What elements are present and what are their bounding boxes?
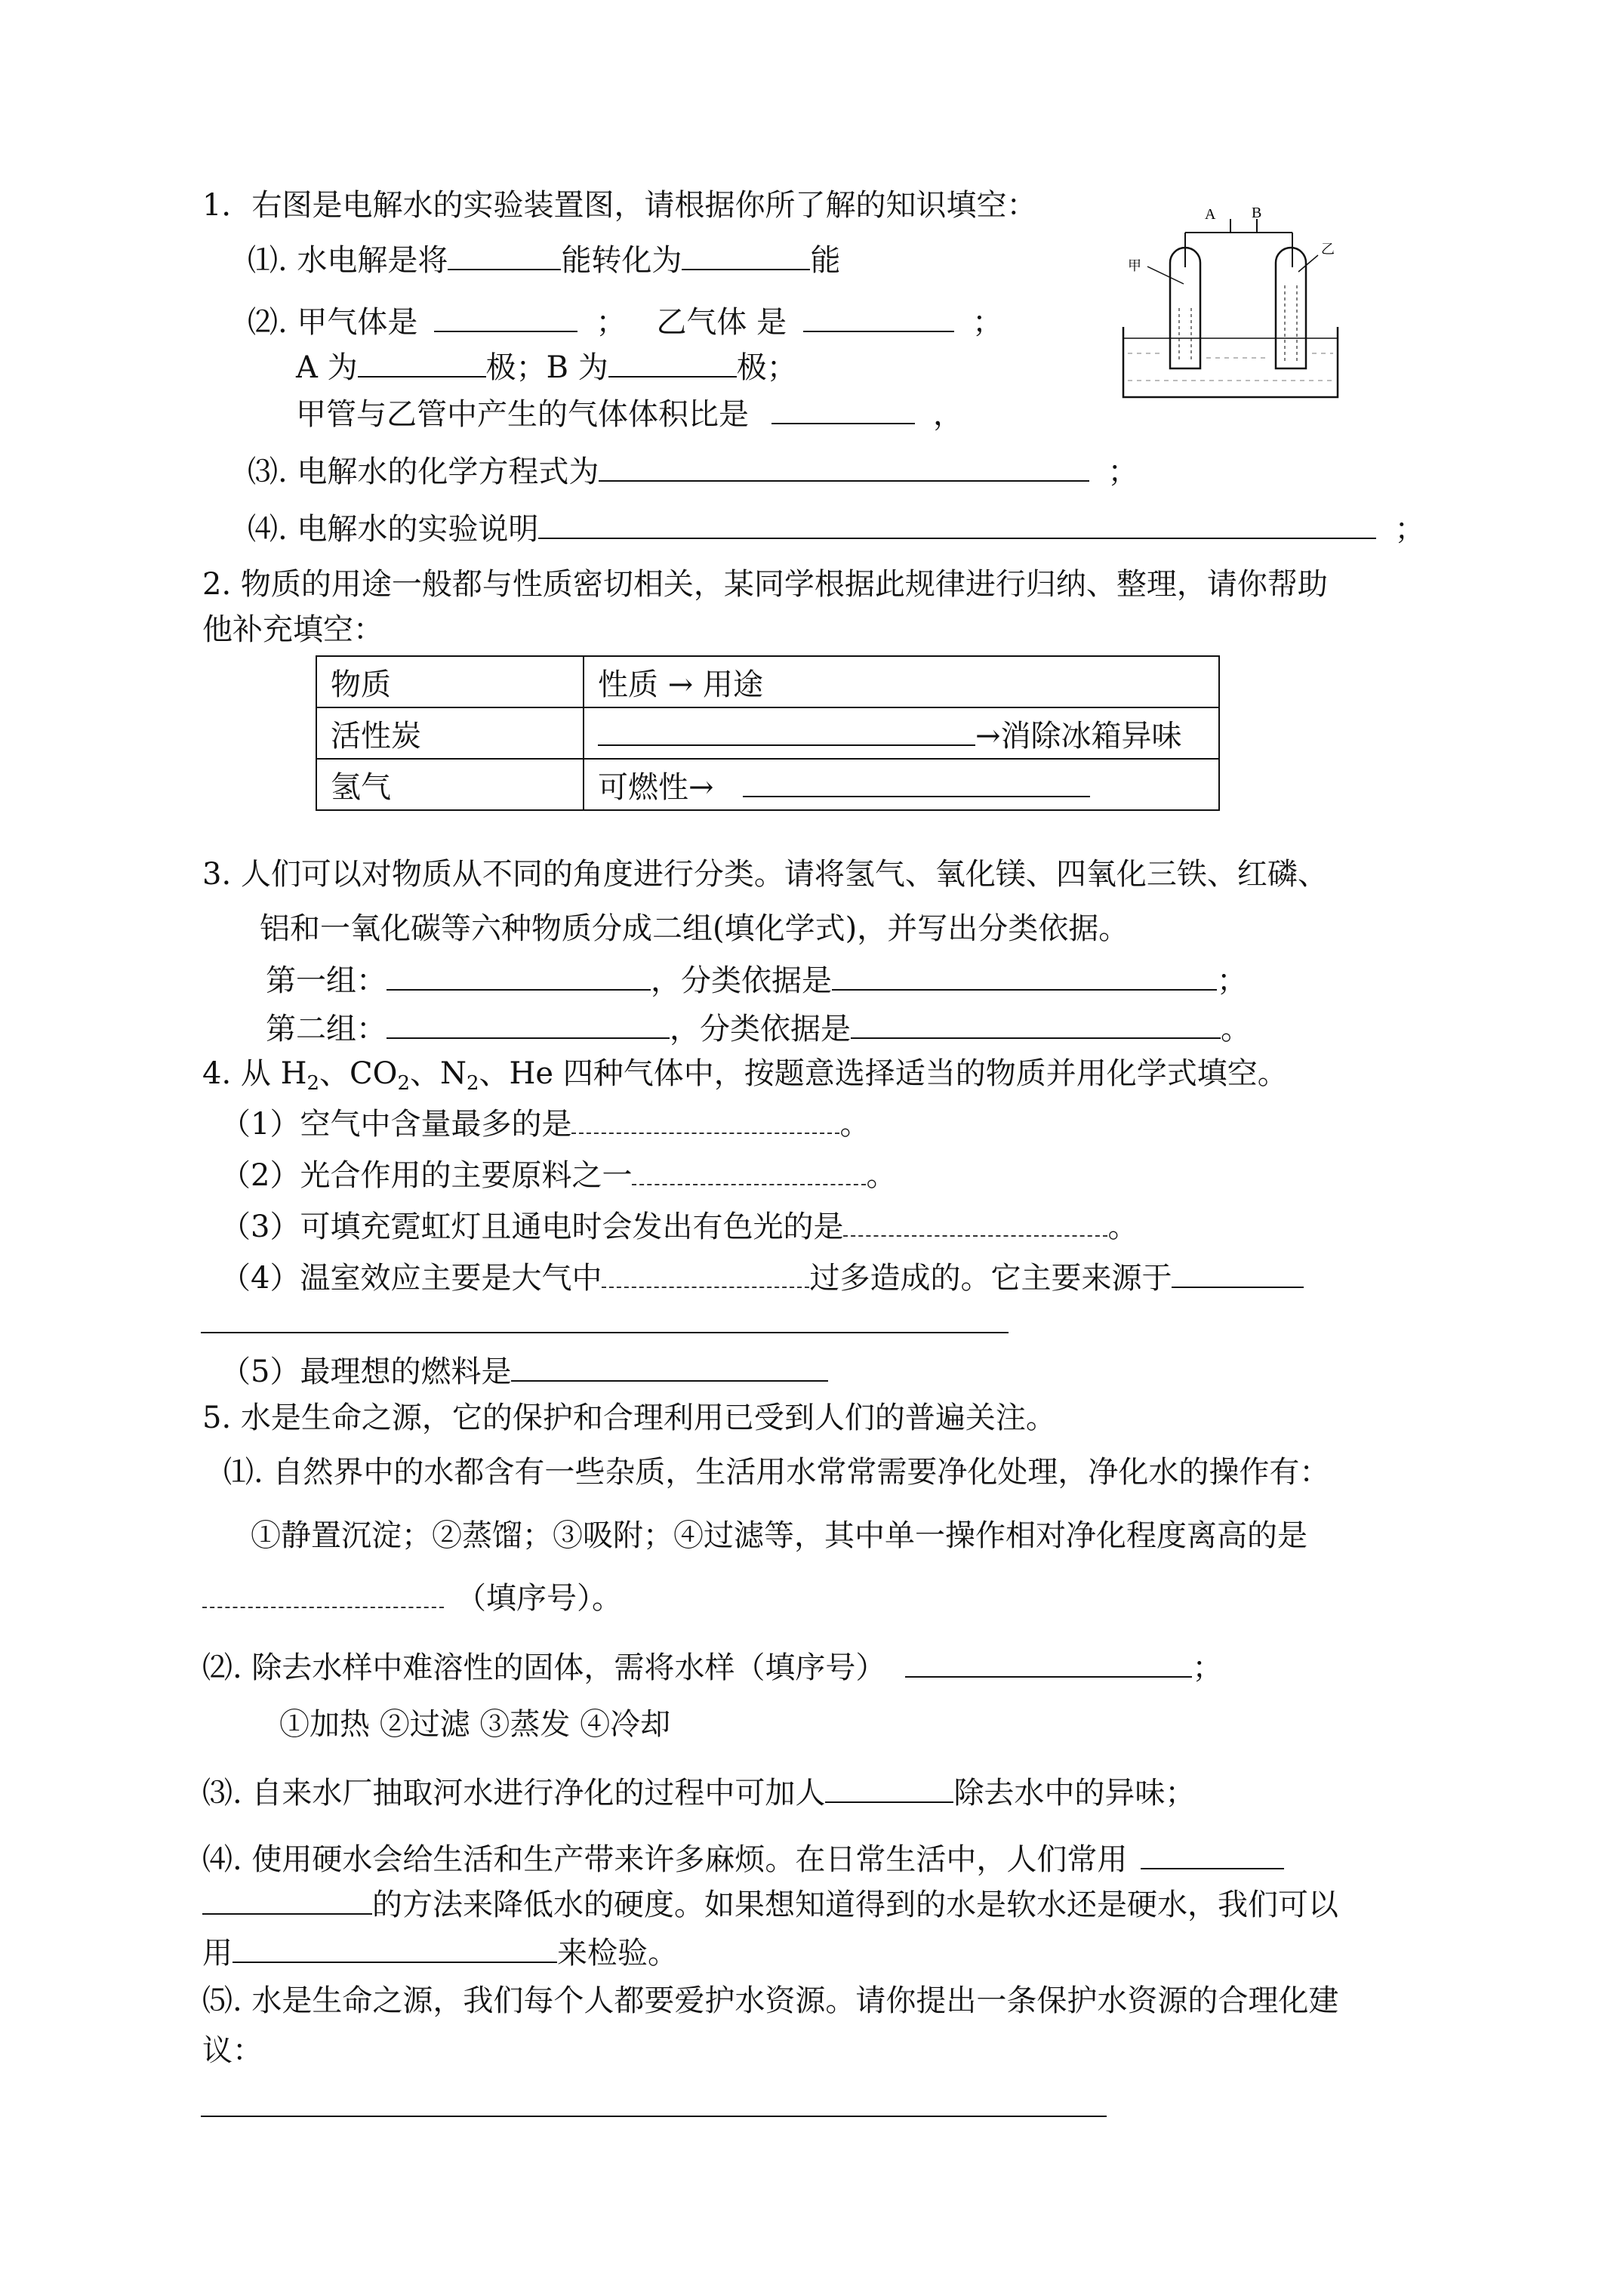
table-cell-text: →消除冰箱异味 <box>975 718 1182 754</box>
q1-part3 <box>248 450 1138 492</box>
table-header-substance: 物质 <box>316 656 584 707</box>
q4-item-text: （2）光合作用的主要原料之一 <box>220 1158 633 1193</box>
q4-item-text: （4）温室效应主要是大气中 <box>220 1261 602 1296</box>
q5-part4-line3 <box>202 1931 678 1973</box>
q4-item-text: （1）空气中含量最多的是 <box>220 1107 572 1142</box>
q5-part2-text: ； <box>1192 1650 1223 1685</box>
q3-group1-text: 第一组： <box>266 963 387 998</box>
q5-part1-line2: ①静置沉淀；②蒸馏；③吸附；④过滤等，其中单一操作相对净化程度离高的是 <box>251 1518 1307 1553</box>
label-b: B <box>1252 205 1262 221</box>
table-header-property-usage: 性质 → 用途 <box>584 656 1219 707</box>
q1-part2-text: ， <box>933 397 963 432</box>
q4-item-text: 。 <box>839 1107 870 1142</box>
q3-group1-text: ，分类依据是 <box>651 963 832 998</box>
answer-blank[interactable] <box>599 450 1089 482</box>
q4-stem-text: 、He 四种气体中，按题意选择适当的物质并用化学式填空。 <box>479 1056 1288 1091</box>
q5-part2 <box>202 1646 1222 1687</box>
answer-blank[interactable] <box>202 1576 444 1608</box>
q5-part5-line2: 议： <box>202 2033 263 2068</box>
q3-line2: 铝和一氧化碳等六种物质分成二组(填化学式)，并写出分类依据。 <box>260 911 1129 946</box>
answer-blank[interactable] <box>202 1883 372 1915</box>
answer-blank[interactable] <box>608 346 737 378</box>
q4-item-text: 。 <box>866 1158 897 1193</box>
q5-part3 <box>202 1771 1195 1813</box>
q5-part4-line2 <box>202 1883 1338 1925</box>
q4-item-text: 过多造成的。它主要来源于 <box>809 1261 1172 1296</box>
q5-stem: 5. 水是生命之源，它的保护和合理利用已受到人们的普遍关注。 <box>202 1401 1056 1435</box>
q1-part1-text: 能转化为 <box>561 243 682 278</box>
q4-item5 <box>220 1350 828 1391</box>
answer-line[interactable] <box>201 1332 1009 1333</box>
table-cell-text: 可燃性→ <box>598 769 714 805</box>
q1-part4 <box>248 507 1424 549</box>
q5-part2-options: ①加热 ②过滤 ③蒸发 ④冷却 <box>279 1707 671 1742</box>
answer-blank[interactable] <box>511 1350 828 1382</box>
q1-part2-text: A 为 <box>296 350 358 385</box>
q1-part2-line1 <box>248 300 1002 342</box>
q1-part3-text: ⑶. 电解水的化学方程式为 <box>248 455 599 489</box>
q1-part2-text: ； <box>596 305 627 340</box>
q1-part4-text: ⑷. 电解水的实验说明 <box>248 512 539 547</box>
answer-blank[interactable] <box>538 507 1376 539</box>
answer-blank[interactable] <box>832 959 1217 991</box>
label-a: A <box>1205 206 1216 223</box>
answer-blank[interactable] <box>448 239 561 270</box>
table-row <box>316 707 1219 759</box>
q1-stem: 1．右图是电解水的实验装置图，请根据你所了解的知识填空： <box>202 188 1037 223</box>
q1-part2-line3 <box>296 393 963 434</box>
answer-blank[interactable] <box>233 1931 557 1963</box>
label-yi: 乙 <box>1321 242 1335 257</box>
subscript: 2 <box>306 1072 320 1095</box>
answer-blank[interactable] <box>434 300 577 332</box>
q1-part2-text: ⑵. 甲气体是 <box>248 305 418 340</box>
subscript: 2 <box>466 1072 479 1095</box>
q3-line1: 3. 人们可以对物质从不同的角度进行分类。请将氢气、氧化镁、四氧化三铁、红磷、 <box>202 857 1328 892</box>
q5-part4-text: 的方法来降低水的硬度。如果想知道得到的水是软水还是硬水，我们可以 <box>372 1888 1338 1922</box>
label-jia: 甲 <box>1128 258 1141 273</box>
answer-blank[interactable] <box>851 1007 1221 1039</box>
answer-blank[interactable] <box>1141 1838 1284 1869</box>
answer-blank[interactable] <box>571 1102 839 1134</box>
q1-part2-text: 极； <box>736 350 797 385</box>
q3-group2-text: ，分类依据是 <box>670 1012 851 1046</box>
answer-blank[interactable] <box>602 1256 809 1288</box>
q4-item2 <box>220 1154 896 1195</box>
q1-part1 <box>248 239 840 280</box>
q5-part3-text: ⑶. 自来水厂抽取河水进行净化的过程中可加人 <box>202 1776 826 1811</box>
table-row <box>316 656 1219 707</box>
q5-part1-line1: ⑴. 自然界中的水都含有一些杂质，生活用水常常需要净化处理，净化水的操作有： <box>223 1455 1330 1490</box>
answer-blank[interactable] <box>803 300 954 332</box>
q5-part1-text: （填序号）。 <box>456 1581 622 1616</box>
q4-stem <box>202 1054 1288 1103</box>
q5-part4-text: 来检验。 <box>557 1936 678 1971</box>
q3-group2 <box>266 1007 1251 1049</box>
table-cell-substance: 活性炭 <box>316 707 584 759</box>
answer-blank[interactable] <box>743 766 1090 797</box>
q4-item-text: 。 <box>1107 1210 1138 1244</box>
answer-blank[interactable] <box>598 714 975 746</box>
property-usage-table <box>316 655 1220 811</box>
table-cell-property-usage <box>584 759 1219 810</box>
q1-part2-line2 <box>296 346 797 387</box>
q2-stem-line2: 他补充填空： <box>202 612 383 647</box>
q5-part1-line3 <box>202 1576 622 1618</box>
q5-part5-line1: ⑸. 水是生命之源，我们每个人都要爱护水资源。请你提出一条保护水资源的合理化建 <box>202 1983 1339 2018</box>
q4-stem-text: 4. 从 H <box>202 1056 307 1091</box>
electrolysis-apparatus-diagram <box>1117 202 1344 400</box>
q5-part2-text: ⑵. 除去水样中难溶性的固体，需将水样（填序号） <box>202 1650 886 1685</box>
q5-part3-text: 除去水中的异味； <box>953 1776 1196 1811</box>
q5-part4-line1 <box>202 1838 1284 1879</box>
q1-part2-text: ； <box>972 305 1003 340</box>
answer-blank[interactable] <box>825 1771 953 1803</box>
answer-blank[interactable] <box>358 346 486 378</box>
q3-group1 <box>266 959 1247 1000</box>
table-cell-property-usage <box>584 707 1219 759</box>
q4-item4 <box>220 1256 1304 1298</box>
q2-stem-line1: 2. 物质的用途一般都与性质密切相关，某同学根据此规律进行归纳、整理，请你帮助 <box>202 567 1328 602</box>
table-cell-substance: 氢气 <box>316 759 584 810</box>
answer-blank[interactable] <box>387 1007 670 1039</box>
q1-part3-text: ； <box>1107 455 1138 489</box>
q4-item-text: （3）可填充霓虹灯且通电时会发出有色光的是 <box>220 1210 844 1244</box>
answer-blank[interactable] <box>1172 1256 1304 1288</box>
q1-part4-text: ； <box>1394 512 1425 547</box>
q1-part2-text: 甲管与乙管中产生的气体体积比是 <box>296 397 749 432</box>
q4-item-text: （5）最理想的燃料是 <box>220 1354 512 1389</box>
q3-group1-text: ； <box>1217 963 1247 998</box>
q5-part4-text: 用 <box>202 1936 233 1971</box>
answer-blank[interactable] <box>682 239 810 270</box>
q1-part2-text: 极；B 为 <box>485 350 608 385</box>
q3-group2-text: 第二组： <box>266 1012 387 1046</box>
q5-part4-text: ⑷. 使用硬水会给生活和生产带来许多麻烦。在日常生活中，人们常用 <box>202 1842 1128 1877</box>
answer-blank[interactable] <box>905 1646 1192 1678</box>
subscript: 2 <box>397 1072 410 1095</box>
q4-item3 <box>220 1205 1138 1247</box>
table-row <box>316 759 1219 810</box>
q1-part1-text: 能 <box>810 243 841 278</box>
q4-stem-text: 、CO <box>319 1056 398 1091</box>
q4-stem-text: 、N <box>409 1056 467 1091</box>
q3-group2-text: 。 <box>1221 1012 1251 1046</box>
answer-line[interactable] <box>201 2116 1107 2117</box>
q1-part2-text: 乙气体 是 <box>656 305 787 340</box>
q1-part1-text: ⑴. 水电解是将 <box>248 243 448 278</box>
answer-blank[interactable] <box>771 393 915 424</box>
answer-blank[interactable] <box>843 1205 1107 1237</box>
answer-blank[interactable] <box>387 959 651 991</box>
q4-item1 <box>220 1102 870 1144</box>
answer-blank[interactable] <box>632 1154 866 1185</box>
